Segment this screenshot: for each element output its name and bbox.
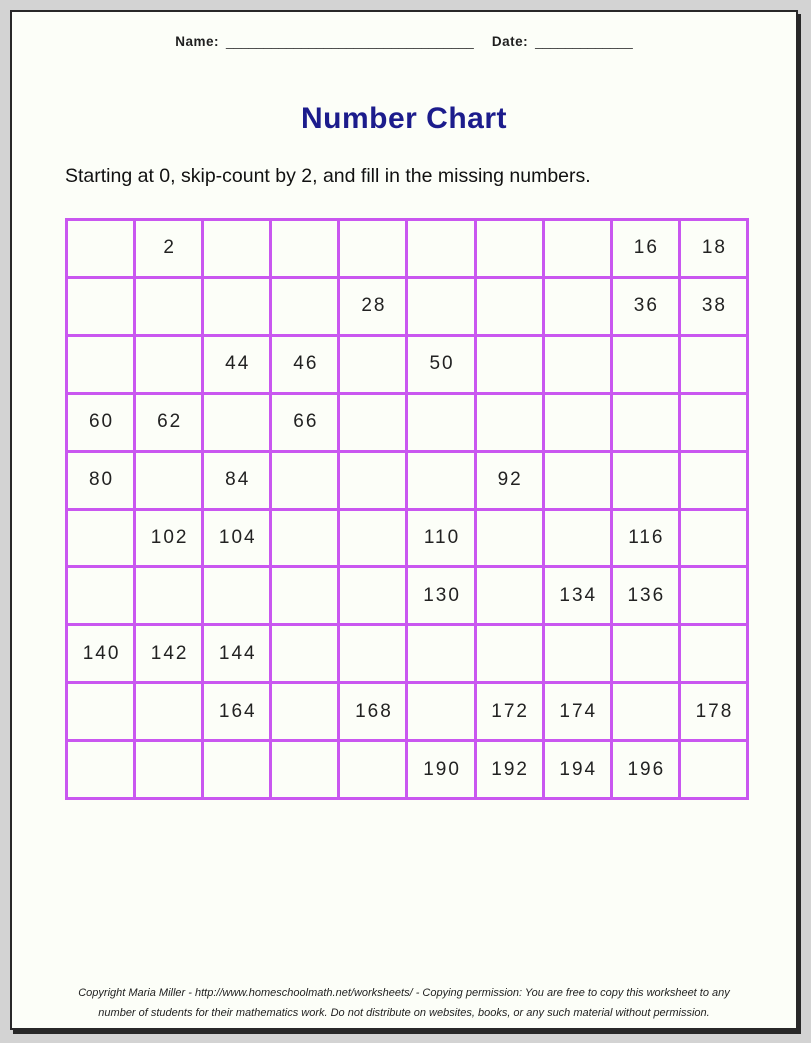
grid-cell-filled: 174 [545, 684, 610, 739]
grid-cell-blank[interactable] [340, 511, 405, 566]
grid-cell-blank[interactable] [340, 453, 405, 508]
grid-cell-blank[interactable] [204, 395, 269, 450]
grid-cell-blank[interactable] [545, 453, 610, 508]
grid-cell-filled: 110 [408, 511, 473, 566]
date-fill-line[interactable]: _____________ [535, 34, 633, 49]
grid-cell-blank[interactable] [613, 626, 678, 681]
grid-cell-filled: 144 [204, 626, 269, 681]
grid-cell-blank[interactable] [681, 511, 746, 566]
grid-cell-filled: 46 [272, 337, 337, 392]
grid-cell-filled: 44 [204, 337, 269, 392]
grid-cell-filled: 194 [545, 742, 610, 797]
grid-cell-blank[interactable] [340, 568, 405, 623]
copyright-line-1: Copyright Maria Miller - http://www.homeschoolmath.net/worksheets/ - Copying permission: You are free to copy this worksheet to any [78, 987, 730, 999]
grid-cell-blank[interactable] [408, 221, 473, 276]
grid-cell-blank[interactable] [68, 684, 133, 739]
grid-cell-filled: 196 [613, 742, 678, 797]
grid-cell-blank[interactable] [340, 221, 405, 276]
grid-cell-blank[interactable] [545, 279, 610, 334]
grid-cell-blank[interactable] [477, 337, 542, 392]
grid-cell-blank[interactable] [272, 453, 337, 508]
name-date-row [12, 34, 796, 49]
grid-cell-blank[interactable] [68, 742, 133, 797]
grid-cell-blank[interactable] [681, 626, 746, 681]
grid-cell-blank[interactable] [204, 742, 269, 797]
grid-cell-filled: 16 [613, 221, 678, 276]
grid-cell-blank[interactable] [681, 742, 746, 797]
grid-cell-blank[interactable] [408, 453, 473, 508]
grid-cell-blank[interactable] [340, 742, 405, 797]
grid-cell-blank[interactable] [613, 684, 678, 739]
grid-cell-filled: 130 [408, 568, 473, 623]
grid-cell-blank[interactable] [408, 279, 473, 334]
grid-cell-blank[interactable] [681, 395, 746, 450]
grid-cell-filled: 172 [477, 684, 542, 739]
grid-cell-blank[interactable] [545, 221, 610, 276]
grid-cell-filled: 104 [204, 511, 269, 566]
grid-cell-filled: 62 [136, 395, 201, 450]
grid-cell-filled: 2 [136, 221, 201, 276]
grid-cell-blank[interactable] [340, 395, 405, 450]
grid-cell-filled: 134 [545, 568, 610, 623]
grid-cell-blank[interactable] [136, 453, 201, 508]
copyright-line-2: number of students for their mathematics work. Do not distribute on websites, books, or any such material without permission. [98, 1007, 710, 1019]
grid-cell-filled: 136 [613, 568, 678, 623]
grid-cell-blank[interactable] [613, 395, 678, 450]
grid-cell-filled: 60 [68, 395, 133, 450]
grid-cell-blank[interactable] [272, 221, 337, 276]
grid-cell-filled: 66 [272, 395, 337, 450]
grid-cell-filled: 192 [477, 742, 542, 797]
grid-cell-blank[interactable] [272, 511, 337, 566]
number-chart-grid [65, 218, 749, 800]
grid-cell-blank[interactable] [613, 337, 678, 392]
grid-cell-blank[interactable] [545, 511, 610, 566]
grid-cell-filled: 92 [477, 453, 542, 508]
grid-cell-blank[interactable] [136, 568, 201, 623]
page-title: Number Chart [300, 102, 508, 135]
grid-cell-blank[interactable] [204, 221, 269, 276]
grid-cell-blank[interactable] [272, 626, 337, 681]
grid-cell-filled: 140 [68, 626, 133, 681]
grid-cell-blank[interactable] [272, 684, 337, 739]
grid-cell-blank[interactable] [545, 626, 610, 681]
grid-cell-filled: 28 [340, 279, 405, 334]
instruction-text: Starting at 0, skip-count by 2, and fill in the missing numbers. [65, 165, 591, 187]
grid-cell-blank[interactable] [408, 626, 473, 681]
grid-cell-blank[interactable] [545, 395, 610, 450]
grid-cell-filled: 80 [68, 453, 133, 508]
grid-cell-filled: 168 [340, 684, 405, 739]
grid-cell-filled: 18 [681, 221, 746, 276]
grid-cell-blank[interactable] [340, 337, 405, 392]
grid-cell-blank[interactable] [272, 742, 337, 797]
grid-cell-filled: 190 [408, 742, 473, 797]
grid-cell-filled: 50 [408, 337, 473, 392]
grid-cell-blank[interactable] [68, 279, 133, 334]
grid-cell-blank[interactable] [477, 568, 542, 623]
grid-cell-blank[interactable] [477, 279, 542, 334]
grid-cell-blank[interactable] [477, 395, 542, 450]
grid-cell-filled: 102 [136, 511, 201, 566]
grid-cell-filled: 178 [681, 684, 746, 739]
grid-cell-filled: 142 [136, 626, 201, 681]
date-label: Date: [491, 34, 529, 49]
grid-cell-blank[interactable] [272, 568, 337, 623]
grid-cell-blank[interactable] [136, 684, 201, 739]
name-label: Name: [175, 34, 220, 49]
grid-cell-blank[interactable] [204, 568, 269, 623]
name-fill-line[interactable]: _________________________________ [226, 34, 474, 49]
grid-cell-filled: 116 [613, 511, 678, 566]
grid-cell-blank[interactable] [68, 568, 133, 623]
grid-cell-blank[interactable] [204, 279, 269, 334]
grid-cell-blank[interactable] [68, 337, 133, 392]
grid-cell-blank[interactable] [477, 626, 542, 681]
grid-cell-blank[interactable] [477, 221, 542, 276]
grid-cell-blank[interactable] [340, 626, 405, 681]
grid-cell-blank[interactable] [681, 568, 746, 623]
grid-cell-blank[interactable] [408, 395, 473, 450]
grid-cell-blank[interactable] [545, 337, 610, 392]
grid-cell-blank[interactable] [408, 684, 473, 739]
grid-cell-filled: 164 [204, 684, 269, 739]
grid-cell-filled: 36 [613, 279, 678, 334]
grid-cell-blank[interactable] [681, 337, 746, 392]
grid-cell-blank[interactable] [136, 742, 201, 797]
grid-cell-blank[interactable] [68, 511, 133, 566]
worksheet-page [10, 10, 798, 1030]
grid-cell-blank[interactable] [136, 279, 201, 334]
grid-cell-blank[interactable] [272, 279, 337, 334]
grid-cell-blank[interactable] [68, 221, 133, 276]
grid-cell-blank[interactable] [477, 511, 542, 566]
grid-cell-filled: 84 [204, 453, 269, 508]
copyright-footer [12, 983, 796, 1023]
grid-cell-blank[interactable] [613, 453, 678, 508]
grid-cell-filled: 38 [681, 279, 746, 334]
grid-cell-blank[interactable] [136, 337, 201, 392]
grid-cell-blank[interactable] [681, 453, 746, 508]
